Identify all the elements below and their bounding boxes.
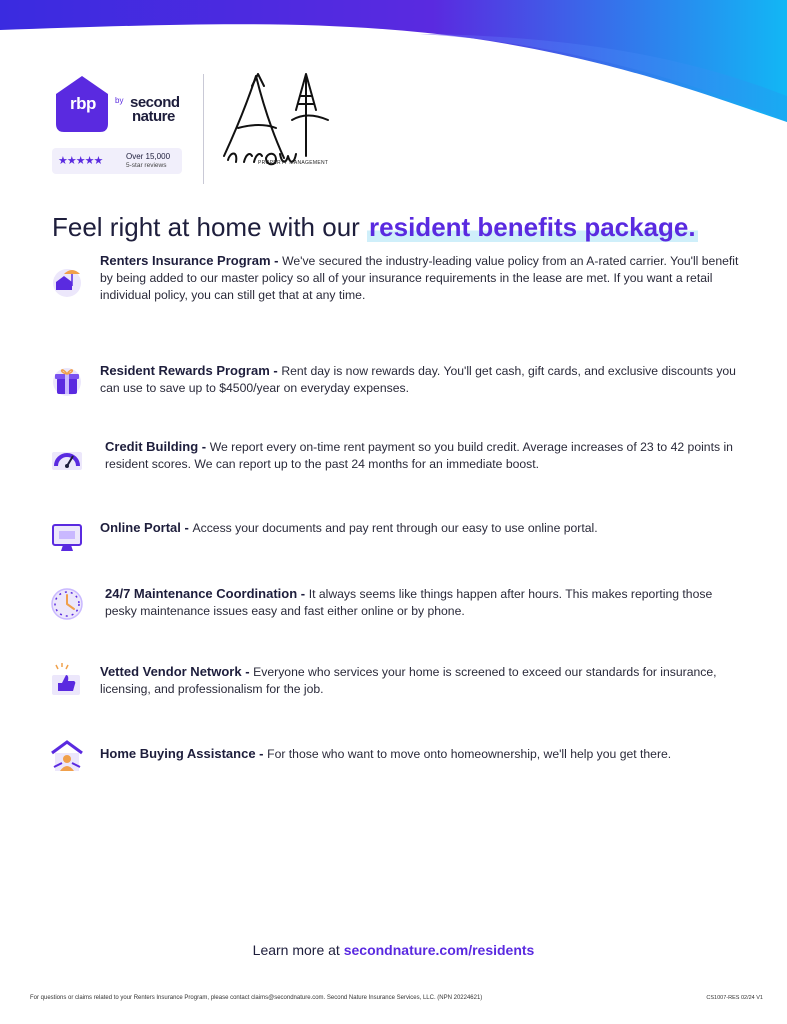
five-star-icon: ★★★★★ <box>58 155 103 167</box>
benefit-text <box>100 745 740 763</box>
benefit-text <box>100 252 740 304</box>
title-lead: Feel right at home with our <box>52 212 368 242</box>
rbp-logo-text: rbp <box>70 94 96 113</box>
arrow-pm-subtitle: PROPERTY MANAGEMENT <box>258 160 329 166</box>
reviews-caption: 5-star reviews <box>126 162 167 169</box>
benefit-text <box>105 438 745 473</box>
gift-icon <box>50 364 84 398</box>
benefit-description: For those who want to move onto homeownership, we'll help you get there. <box>267 747 672 761</box>
footer-code: CS1007-RES 02/24 V1 <box>706 995 763 1001</box>
benefit-description: We've secured the industry-leading value policy from an A-rated carrier. You'll benefit by being added to our master policy so all of your insurance requirements in the lease are met. If you want a retail individual policy, you can still get that at any time. <box>100 254 739 302</box>
benefit-title: Vetted Vendor Network - <box>100 664 254 679</box>
thumbs-up-icon <box>50 663 84 697</box>
reviews-text <box>126 152 170 170</box>
benefit-text <box>100 519 740 537</box>
benefit-description: It always seems like things happen after hours. This makes reporting those pesky maintenance issues easy and fast either online or by phone. <box>105 587 713 618</box>
benefit-title: Credit Building - <box>105 439 210 454</box>
computer-portal-icon <box>50 521 84 555</box>
resident-link[interactable]: secondnature.com/residents <box>343 942 535 958</box>
footer-disclaimer: For questions or claims related to your Renters Insurance Program, please contact claims@secondnature.com. Second Nature Insurance Services, LLC. (NPN 20224621) <box>30 995 483 1001</box>
benefit-description: Rent day is now rewards day. You'll get cash, gift cards, and exclusive discounts you can use to save up to $4500/year on everyday expenses. <box>100 364 736 395</box>
by-label: by <box>115 96 124 105</box>
logo-block <box>52 74 202 184</box>
benefit-description: We report every on-time rent payment so you build credit. Average increases of 23 to 42 points in resident scores. We can report up to the past 24 months for an immediate boost. <box>105 440 733 471</box>
benefit-description: Access your documents and pay rent through our easy to use online portal. <box>192 521 598 535</box>
benefit-text <box>105 585 745 620</box>
benefit-title: Home Buying Assistance - <box>100 746 268 761</box>
title-highlight: resident benefits package. <box>369 212 696 242</box>
logo-divider <box>203 74 204 184</box>
benefit-title: 24/7 Maintenance Coordination - <box>105 586 309 601</box>
benefit-text <box>100 663 740 698</box>
benefit-title: Online Portal - <box>100 520 193 535</box>
learn-more-cta <box>0 942 787 958</box>
brand-line1: second <box>130 94 180 111</box>
page-title <box>52 212 698 243</box>
second-nature-wordmark <box>124 96 180 124</box>
benefit-title: Resident Rewards Program - <box>100 363 282 378</box>
benefit-title: Renters Insurance Program - <box>100 253 283 268</box>
brand-line2: nature <box>132 108 175 125</box>
benefit-text <box>100 362 740 397</box>
credit-gauge-icon <box>50 440 84 474</box>
benefit-description: Everyone who services your home is screened to exceed our standards for insurance, licensing, and professionalism for the job. <box>100 665 717 696</box>
home-buying-icon <box>50 739 84 773</box>
reviews-count: Over 15,000 <box>126 152 171 161</box>
clock-icon <box>50 587 84 621</box>
umbrella-house-icon <box>50 264 84 298</box>
cta-lead: Learn more at <box>252 942 344 958</box>
reviews-badge <box>52 148 182 174</box>
